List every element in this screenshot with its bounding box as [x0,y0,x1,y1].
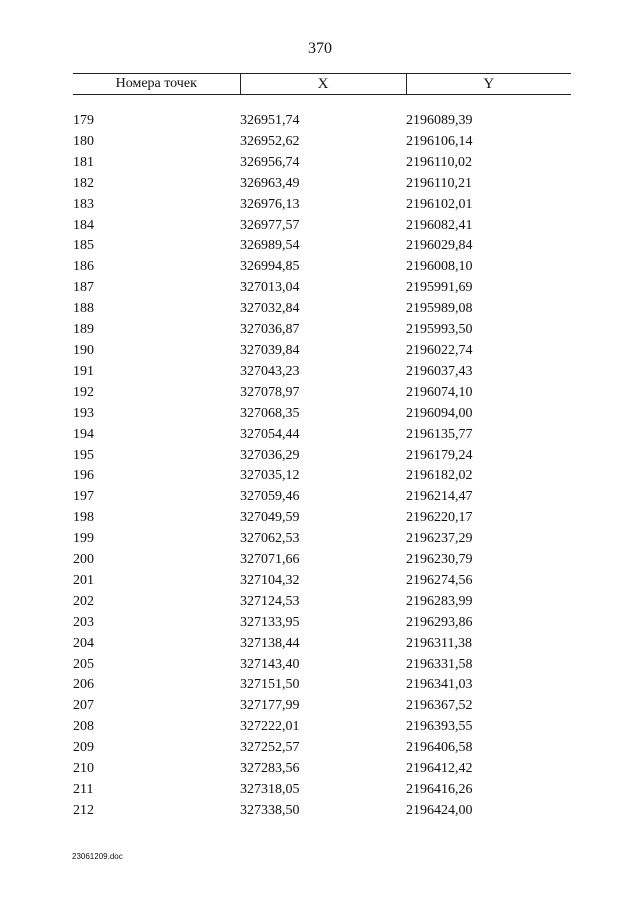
y-coordinate-cell: 2196214,47 [406,489,473,505]
table-row [73,717,571,738]
y-coordinate-cell: 2196022,74 [406,342,473,358]
point-number-cell: 182 [73,175,94,191]
point-number-cell: 204 [73,635,94,651]
x-coordinate-cell: 327013,04 [240,280,300,296]
x-coordinate-cell: 327222,01 [240,719,300,735]
point-number-cell: 181 [73,154,94,170]
x-coordinate-cell: 327177,99 [240,698,300,714]
x-coordinate-cell: 327338,50 [240,802,300,818]
y-coordinate-cell: 2196424,00 [406,802,473,818]
x-coordinate-cell: 327036,29 [240,447,300,463]
table-row [73,529,571,550]
y-coordinate-cell: 2196237,29 [406,531,473,547]
x-coordinate-cell: 327043,23 [240,363,300,379]
table-row [73,801,571,822]
x-coordinate-cell: 327133,95 [240,614,300,630]
point-number-cell: 190 [73,342,94,358]
y-coordinate-cell: 2196331,58 [406,656,473,672]
x-coordinate-cell: 327124,53 [240,593,300,609]
table-row [73,571,571,592]
x-coordinate-cell: 326951,74 [240,113,300,128]
table-spacer-row [73,95,571,112]
point-number-cell: 207 [73,698,94,714]
x-coordinate-cell: 326994,85 [240,259,300,275]
header-point-numbers: Номера точек [73,74,240,95]
table-row [73,111,571,132]
table-row [73,759,571,780]
x-coordinate-cell: 327059,46 [240,489,300,505]
point-number-cell: 180 [73,133,94,149]
table-row [73,738,571,759]
table-row [73,675,571,696]
point-number-cell: 185 [73,238,94,254]
point-number-cell: 198 [73,510,94,526]
y-coordinate-cell: 2196179,24 [406,447,473,463]
table-row [73,780,571,801]
y-coordinate-cell: 2196182,02 [406,468,473,484]
x-coordinate-cell: 327104,32 [240,572,300,588]
y-coordinate-cell: 2195991,69 [406,280,473,296]
table-header-row [73,74,571,95]
point-number-cell: 212 [73,802,94,818]
y-coordinate-cell: 2196311,38 [406,635,472,651]
point-number-cell: 187 [73,280,94,296]
table-row [73,299,571,320]
point-number-cell: 197 [73,489,94,505]
point-number-cell: 200 [73,552,94,568]
table-row [73,466,571,487]
y-coordinate-cell: 2196416,26 [406,782,473,797]
point-number-cell: 202 [73,593,94,609]
y-coordinate-cell: 2196082,41 [406,217,473,233]
table-row [73,216,571,237]
y-coordinate-cell: 2196367,52 [406,698,473,714]
x-coordinate-cell: 327143,40 [240,656,300,672]
point-number-cell: 199 [73,531,94,547]
x-coordinate-cell: 327318,05 [240,782,300,797]
x-coordinate-cell: 327252,57 [240,740,300,756]
point-number-cell: 201 [73,572,94,588]
y-coordinate-cell: 2196094,00 [406,405,473,421]
x-coordinate-cell: 327151,50 [240,677,300,693]
y-coordinate-cell: 2196029,84 [406,238,473,254]
point-number-cell: 193 [73,405,94,421]
point-number-cell: 208 [73,719,94,735]
table-row [73,613,571,634]
table-row [73,446,571,467]
point-number-cell: 189 [73,322,94,338]
y-coordinate-cell: 2196393,55 [406,719,473,735]
table-row [73,425,571,446]
x-coordinate-cell: 327049,59 [240,510,300,526]
table-row [73,257,571,278]
x-coordinate-cell: 327062,53 [240,531,300,547]
x-coordinate-cell: 327054,44 [240,426,300,442]
x-coordinate-cell: 326976,13 [240,196,300,212]
y-coordinate-cell: 2196220,17 [406,510,473,526]
document-filename: 23061209.doc [72,852,123,861]
table-row [73,508,571,529]
y-coordinate-cell: 2196074,10 [406,384,473,400]
y-coordinate-cell: 2196110,02 [406,154,472,170]
table-row [73,278,571,299]
y-coordinate-cell: 2196110,21 [406,175,472,191]
point-number-cell: 203 [73,614,94,630]
point-number-cell: 209 [73,740,94,756]
table-row [73,550,571,571]
table-row [73,404,571,425]
point-number-cell: 205 [73,656,94,672]
point-number-cell: 206 [73,677,94,693]
header-y: Y [406,74,571,95]
y-coordinate-cell: 2196106,14 [406,133,473,149]
y-coordinate-cell: 2196406,58 [406,740,473,756]
point-number-cell: 195 [73,447,94,463]
page-number: 370 [308,40,332,57]
x-coordinate-cell: 326989,54 [240,238,300,254]
x-coordinate-cell: 326963,49 [240,175,300,191]
point-number-cell: 191 [73,363,94,379]
point-number-cell: 179 [73,113,94,128]
point-number-cell: 194 [73,426,94,442]
table-row [73,696,571,717]
y-coordinate-cell: 2196293,86 [406,614,473,630]
y-coordinate-cell: 2196341,03 [406,677,473,693]
table-row [73,362,571,383]
point-number-cell: 211 [73,782,94,797]
x-coordinate-cell: 327283,56 [240,761,300,777]
table-row [73,195,571,216]
y-coordinate-cell: 2195993,50 [406,322,473,338]
table-row [73,153,571,174]
table-row [73,655,571,676]
table-row [73,634,571,655]
x-coordinate-cell: 327032,84 [240,301,300,317]
table-row [73,592,571,613]
x-coordinate-cell: 326952,62 [240,133,300,149]
y-coordinate-cell: 2196008,10 [406,259,473,275]
table-row [73,236,571,257]
x-coordinate-cell: 327078,97 [240,384,300,400]
table-body [73,95,571,822]
x-coordinate-cell: 326977,57 [240,217,300,233]
point-number-cell: 196 [73,468,94,484]
header-x: X [240,74,406,95]
point-number-cell: 192 [73,384,94,400]
x-coordinate-cell: 327071,66 [240,552,300,568]
x-coordinate-cell: 327068,35 [240,405,300,421]
x-coordinate-cell: 327036,87 [240,322,300,338]
x-coordinate-cell: 327039,84 [240,342,300,358]
point-number-cell: 210 [73,761,94,777]
table-row [73,341,571,362]
y-coordinate-cell: 2196274,56 [406,572,473,588]
y-coordinate-cell: 2195989,08 [406,301,473,317]
point-number-cell: 184 [73,217,94,233]
x-coordinate-cell: 327138,44 [240,635,300,651]
coordinates-table [73,73,571,822]
point-number-cell: 188 [73,301,94,317]
y-coordinate-cell: 2196135,77 [406,426,473,442]
x-coordinate-cell: 326956,74 [240,154,300,170]
y-coordinate-cell: 2196412,42 [406,761,473,777]
table-row [73,320,571,341]
point-number-cell: 183 [73,196,94,212]
table-row [73,383,571,404]
y-coordinate-cell: 2196102,01 [406,196,473,212]
table-row [73,132,571,153]
y-coordinate-cell: 2196230,79 [406,552,473,568]
table-row [73,487,571,508]
y-coordinate-cell: 2196089,39 [406,113,473,128]
point-number-cell: 186 [73,259,94,275]
table-row [73,174,571,195]
x-coordinate-cell: 327035,12 [240,468,300,484]
y-coordinate-cell: 2196283,99 [406,593,473,609]
y-coordinate-cell: 2196037,43 [406,363,473,379]
